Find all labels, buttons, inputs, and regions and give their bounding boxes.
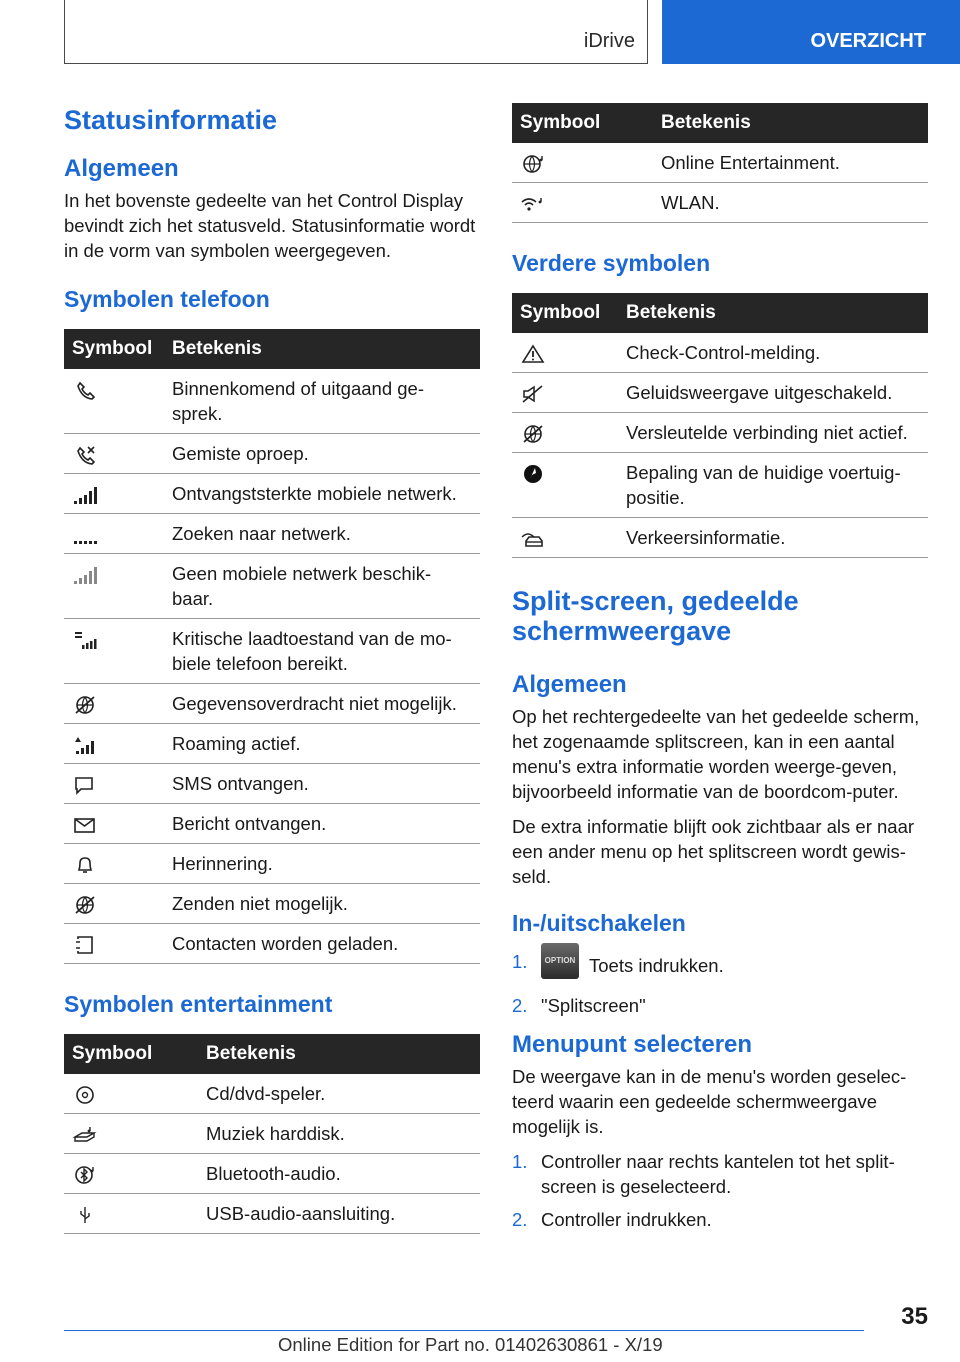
table-row (64, 1154, 480, 1194)
table-row (64, 724, 480, 764)
step-text: Controller naar rechts kantelen tot het split-screen is geselecteerd. (541, 1151, 895, 1197)
header-section-label: iDrive (583, 30, 635, 52)
step-number: 2. (512, 1209, 528, 1230)
roaming-icon (72, 735, 98, 755)
header-tab[interactable] (662, 0, 960, 64)
list-item (512, 1149, 928, 1199)
mute-icon (520, 384, 546, 404)
col-meaning: Betekenis (198, 1034, 480, 1074)
right-column (512, 103, 928, 1240)
step-text: Controller indrukken. (541, 1209, 712, 1230)
table-row (64, 369, 480, 434)
table-row (64, 1114, 480, 1154)
table-row (512, 413, 928, 453)
missed-call-icon (72, 445, 98, 465)
header-tab-label: OVERZICHT (810, 30, 926, 52)
row-text: Verkeersinformatie. (618, 518, 928, 558)
col-symbol: Symbool (512, 103, 653, 143)
no-network-icon (72, 565, 98, 585)
step-number: 2. (512, 995, 528, 1016)
list-item (512, 949, 928, 985)
table-row (512, 453, 928, 518)
traffic-icon (520, 529, 546, 549)
send-disabled-icon (72, 895, 98, 915)
row-text: Roaming actief. (164, 724, 480, 764)
table-row (64, 764, 480, 804)
toggle-steps (512, 949, 928, 1018)
table-row (64, 514, 480, 554)
location-icon (520, 464, 546, 484)
warning-icon (520, 344, 546, 364)
table-row (64, 434, 480, 474)
row-text: Muziek harddisk. (198, 1114, 480, 1154)
row-text: Cd/dvd-speler. (198, 1074, 480, 1114)
step-text: Toets indrukken. (589, 954, 724, 976)
encryption-off-icon (520, 424, 546, 444)
list-item (512, 993, 928, 1018)
row-text: Gemiste oproep. (164, 434, 480, 474)
table-row (64, 474, 480, 514)
split-paragraph-1: Op het rechtergedeelte van het gedeelde scherm, het zogenaamde splitscreen, kan in een aantal menu's extra informatie worden weerge-geven, bijvoorbeeld informatie van de boordcom-puter. (512, 706, 920, 802)
other-symbols-table (512, 293, 928, 558)
row-text: SMS ontvangen. (164, 764, 480, 804)
network-search-icon (72, 525, 98, 545)
row-text: Zoeken naar netwerk. (164, 514, 480, 554)
menu-heading: Menupunt selecteren (512, 1031, 753, 1058)
table-row (512, 518, 928, 558)
split-general-heading: Algemeen (512, 671, 627, 698)
list-item (512, 1207, 928, 1232)
table-row (64, 924, 480, 964)
header-section-box (64, 0, 648, 64)
row-text: USB-audio-aansluiting. (198, 1194, 480, 1234)
toggle-heading: In-/uitschakelen (512, 910, 686, 936)
split-screen-title: Split-screen, gedeelde schermweergave (512, 586, 799, 646)
row-text: Herinnering. (164, 844, 480, 884)
split-paragraph-2: De extra informatie blijft ook zichtbaar als er naar een ander menu op het splitscreen wordt gewis-seld. (512, 816, 915, 887)
left-column (64, 96, 480, 1234)
row-text: Geluidsweergave uitgeschakeld. (618, 373, 928, 413)
harddisk-music-icon (72, 1125, 98, 1145)
table-row (512, 373, 928, 413)
menu-steps (512, 1149, 928, 1232)
step-number: 1. (512, 951, 528, 972)
row-text: Ontvangststerkte mobiele netwerk. (164, 474, 480, 514)
table-row (64, 844, 480, 884)
menu-text: De weergave kan in de menu's worden geselec-teerd waarin een gedeelde schermweergave mogelijk is. (512, 1066, 907, 1137)
bluetooth-audio-icon (72, 1165, 98, 1185)
col-meaning: Betekenis (618, 293, 928, 333)
row-text: Geen mobiele netwerk beschik- baar. (164, 554, 480, 619)
row-text: Bepaling van de huidige voertuig- positie. (618, 453, 928, 518)
usb-icon (72, 1205, 98, 1225)
table-row (64, 804, 480, 844)
entertainment-table (64, 1034, 480, 1234)
col-symbol: Symbool (512, 293, 618, 333)
table-row (64, 684, 480, 724)
table-row (64, 1194, 480, 1234)
col-meaning: Betekenis (164, 329, 480, 369)
col-symbol: Symbool (64, 329, 164, 369)
sms-icon (72, 775, 98, 795)
step-text: "Splitscreen" (541, 995, 646, 1016)
other-symbols-heading: Verdere symbolen (512, 250, 711, 276)
row-text: WLAN. (653, 183, 928, 223)
signal-strength-icon (72, 485, 98, 505)
table-row (64, 554, 480, 619)
mail-icon (72, 815, 98, 835)
page-number: 35 (901, 1303, 928, 1330)
no-data-icon (72, 695, 98, 715)
online-symbols-table (512, 103, 928, 223)
col-symbol: Symbool (64, 1034, 198, 1074)
low-battery-icon (72, 630, 98, 650)
row-text: Zenden niet mogelijk. (164, 884, 480, 924)
option-button-icon: OPTION (541, 943, 579, 979)
page-title: Statusinformatie (64, 105, 278, 135)
contacts-icon (72, 935, 98, 955)
wlan-icon (520, 194, 546, 214)
table-row (512, 333, 928, 373)
general-heading: Algemeen (64, 155, 179, 182)
row-text: Online Entertainment. (653, 143, 928, 183)
bell-icon (72, 855, 98, 875)
entertainment-heading: Symbolen entertainment (64, 991, 333, 1017)
online-entertainment-icon (520, 154, 546, 174)
col-meaning: Betekenis (653, 103, 928, 143)
row-text: Kritische laadtoestand van de mo- biele telefoon bereikt. (164, 619, 480, 684)
table-row (512, 183, 928, 223)
table-row (64, 884, 480, 924)
row-text: Versleutelde verbinding niet actief. (618, 413, 928, 453)
row-text: Contacten worden geladen. (164, 924, 480, 964)
step-number: 1. (512, 1151, 528, 1172)
phone-call-icon (72, 380, 98, 400)
disc-icon (72, 1085, 98, 1105)
table-row (64, 619, 480, 684)
row-text: Check-Control-melding. (618, 333, 928, 373)
phone-symbols-table (64, 329, 480, 964)
footer-edition: Online Edition for Part no. 01402630861 - X/19 (278, 1334, 663, 1355)
row-text: Binnenkomend of uitgaand ge- sprek. (164, 369, 480, 434)
table-row (512, 143, 928, 183)
phone-symbols-heading: Symbolen telefoon (64, 286, 270, 312)
general-text: In het bovenste gedeelte van het Control Display bevindt zich het statusveld. Statusinformatie wordt in de vorm van symbolen weergegeven. (64, 190, 476, 261)
row-text: Bericht ontvangen. (164, 804, 480, 844)
table-row (64, 1074, 480, 1114)
row-text: Bluetooth-audio. (198, 1154, 480, 1194)
footer-divider (64, 1330, 864, 1331)
row-text: Gegevensoverdracht niet mogelijk. (164, 684, 480, 724)
